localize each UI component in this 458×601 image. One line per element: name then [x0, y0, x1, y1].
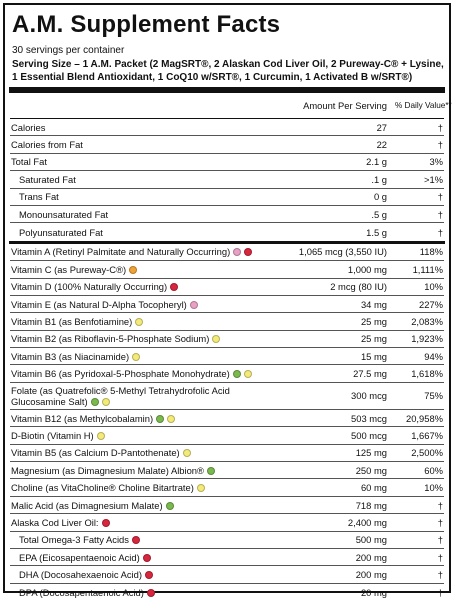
- amount-value: 125 mg: [355, 447, 387, 459]
- amount-value: 60 mg: [360, 482, 387, 494]
- table-row: [10, 532, 444, 549]
- nutrient-name: [10, 517, 259, 528]
- green-dot-icon: [166, 502, 174, 510]
- table-row: [10, 119, 444, 136]
- nutrient-label: Vitamin C (as Pureway-C®): [11, 263, 127, 275]
- daily-value: 2,500%: [411, 447, 443, 459]
- nutrient-label: Calories: [11, 121, 46, 133]
- amount-value: 27.5 mg: [353, 368, 387, 380]
- nutrient-name: [10, 569, 259, 580]
- table-row: [10, 261, 444, 278]
- nutrient-label: Alaska Cod Liver Oil:: [11, 516, 99, 528]
- yellow-dot-icon: [197, 484, 205, 492]
- amount-value: 1,000 mg: [347, 263, 387, 275]
- yellow-dot-icon: [244, 370, 252, 378]
- table-row: [10, 462, 444, 479]
- nutrient-label: Vitamin E (as Natural D-Alpha Tocopheryl): [11, 298, 187, 310]
- amount-value: 15 mg: [360, 350, 387, 362]
- nutrient-label: Folate (as Quatrefolic® 5-Methyl Tetrahydrofolic Acid Glucosamine Salt): [11, 384, 230, 407]
- amount-value: 718 mg: [355, 499, 387, 511]
- daily-value: 1,923%: [411, 333, 443, 345]
- nutrient-name: [10, 500, 259, 511]
- nutrient-label: Total Fat: [11, 156, 47, 168]
- fat-section: [10, 119, 444, 241]
- amount-value: 2.1 g: [366, 156, 387, 168]
- nutrient-name: [10, 430, 259, 441]
- supplement-facts-panel: [3, 3, 452, 598]
- nutrient-label: Vitamin B6 (as Pyridoxal-5-Phosphate Monohydrate): [11, 368, 230, 380]
- nutrient-name: [10, 246, 259, 257]
- table-row: [10, 410, 444, 427]
- nutrient-label: D-Biotin (Vitamin H): [11, 429, 94, 441]
- green-dot-icon: [91, 398, 99, 406]
- table-row: [10, 584, 444, 601]
- nutrient-label: Vitamin B3 (as Niacinamide): [11, 350, 130, 362]
- table-row: [10, 189, 444, 206]
- green-dot-icon: [233, 370, 241, 378]
- table-row: [10, 479, 444, 496]
- table-row: [10, 136, 444, 153]
- nutrient-label: Saturated Fat: [19, 173, 76, 185]
- nutrient-name: [10, 191, 259, 202]
- nutrient-label: Choline (as VitaCholine® Choline Bitartrate): [11, 482, 194, 494]
- table-row: [10, 154, 444, 171]
- nutrient-label: Calories from Fat: [11, 139, 83, 151]
- amount-value: 1.5 g: [366, 226, 387, 238]
- daily-value: 3%: [429, 156, 443, 168]
- red-dot-icon: [132, 536, 140, 544]
- nutrient-name: [10, 587, 259, 598]
- amount-header: Amount Per Serving: [303, 100, 387, 111]
- nutrient-label: Trans Fat: [19, 191, 59, 203]
- nutrient-label: Vitamin D (100% Naturally Occurring): [11, 281, 168, 293]
- nutrient-name: [10, 227, 259, 238]
- daily-value: 20,958%: [405, 412, 443, 424]
- daily-value: †: [437, 551, 443, 563]
- nutrient-name: [10, 534, 259, 545]
- nutrient-label: Vitamin B12 (as Methylcobalamin): [11, 412, 154, 424]
- nutrient-name: [10, 281, 259, 292]
- yellow-dot-icon: [183, 449, 191, 457]
- table-row: [10, 566, 444, 583]
- nutrient-name: [10, 552, 259, 563]
- daily-value: 227%: [419, 298, 443, 310]
- daily-value: 1,618%: [411, 368, 443, 380]
- table-row: [10, 331, 444, 348]
- nutrient-name: [10, 333, 259, 344]
- daily-value: 10%: [424, 482, 443, 494]
- nutrient-name: [10, 385, 259, 407]
- nutrient-label: Total Omega-3 Fatty Acids: [19, 534, 129, 546]
- daily-value: 60%: [424, 464, 443, 476]
- nutrient-name: [10, 447, 259, 458]
- table-row: [10, 279, 444, 296]
- amount-value: 27: [376, 121, 387, 133]
- yellow-dot-icon: [97, 432, 105, 440]
- yellow-dot-icon: [102, 398, 110, 406]
- nutrient-name: [10, 316, 259, 327]
- table-row: [10, 206, 444, 223]
- amount-value: 250 mg: [355, 464, 387, 476]
- daily-value: 75%: [424, 390, 443, 402]
- amount-value: 20 mg: [360, 586, 387, 598]
- red-dot-icon: [145, 571, 153, 579]
- yellow-dot-icon: [135, 318, 143, 326]
- daily-value: 2,083%: [411, 315, 443, 327]
- amount-value: 34 mg: [360, 298, 387, 310]
- amount-value: 2,400 mg: [347, 516, 387, 528]
- nutrient-name: [10, 351, 259, 362]
- table-row: [10, 348, 444, 365]
- table-row: [10, 244, 444, 261]
- nutrient-label: EPA (Eicosapentaenoic Acid): [19, 551, 140, 563]
- table-row: [10, 383, 444, 410]
- red-dot-icon: [143, 554, 151, 562]
- amount-value: 25 mg: [360, 315, 387, 327]
- daily-value: 1,667%: [411, 429, 443, 441]
- amount-value: 25 mg: [360, 333, 387, 345]
- amount-value: 500 mg: [355, 534, 387, 546]
- red-dot-icon: [170, 283, 178, 291]
- pink-dot-icon: [190, 301, 198, 309]
- daily-value: †: [437, 534, 443, 546]
- daily-value: 118%: [419, 246, 443, 258]
- table-row: [10, 171, 444, 188]
- daily-value: †: [437, 586, 443, 598]
- table-row: [10, 223, 444, 240]
- servings-per-container: 30 servings per container: [12, 45, 125, 56]
- table-row: [10, 514, 444, 531]
- table-header: [10, 93, 452, 119]
- daily-value: †: [437, 208, 443, 220]
- amount-value: 0 g: [373, 191, 387, 203]
- red-dot-icon: [244, 248, 252, 256]
- amount-value: 200 mg: [355, 551, 387, 563]
- daily-value: †: [437, 226, 443, 238]
- green-dot-icon: [156, 415, 164, 423]
- amount-value: 2 mcg (80 IU): [330, 281, 387, 293]
- nutrient-label: Magnesium (as Dimagnesium Malate) Albion®: [11, 464, 204, 476]
- serving-size: Serving Size – 1 A.M. Packet (2 MagSRT®, 2 Alaskan Cod Liver Oil, 2 Pureway-C® + Lysine, 1 Essential Blend Antioxidant, 1 CoQ10 w/SRT®, 1 Curcumin, 1 Activated B w/SRT®): [12, 59, 444, 83]
- amount-value: 500 mcg: [351, 429, 387, 441]
- amount-value: 22: [376, 139, 387, 151]
- amount-value: 503 mcg: [351, 412, 387, 424]
- yellow-dot-icon: [167, 415, 175, 423]
- amount-value: 300 mcg: [351, 390, 387, 402]
- table-row: [10, 497, 444, 514]
- yellow-dot-icon: [132, 353, 140, 361]
- table-row: [10, 313, 444, 330]
- nutrient-name: [10, 368, 259, 379]
- nutrient-label: DPA (Docosapentaenoic Acid): [19, 586, 144, 598]
- amount-value: .5 g: [371, 208, 387, 220]
- nutrient-name: [10, 264, 259, 275]
- table-row: [10, 445, 444, 462]
- table-row: [10, 296, 444, 313]
- daily-value-header: % Daily Value**: [395, 101, 452, 110]
- red-dot-icon: [102, 519, 110, 527]
- table-row: [10, 365, 444, 382]
- yellow-dot-icon: [212, 335, 220, 343]
- daily-value: †: [437, 516, 443, 528]
- nutrient-name: [10, 482, 259, 493]
- daily-value: †: [437, 191, 443, 203]
- daily-value: 1,111%: [412, 263, 443, 275]
- daily-value: 10%: [424, 281, 443, 293]
- nutrient-name: [10, 413, 259, 424]
- nutrient-name: [10, 139, 259, 150]
- pink-dot-icon: [233, 248, 241, 256]
- amount-value: 1,065 mcg (3,550 IU): [298, 246, 387, 258]
- nutrient-name: [10, 299, 259, 310]
- daily-value: 94%: [424, 350, 443, 362]
- nutrient-name: [10, 156, 259, 167]
- nutrient-label: DHA (Docosahexaenoic Acid): [19, 569, 142, 581]
- nutrient-name: [10, 465, 259, 476]
- daily-value: >1%: [423, 173, 443, 185]
- nutrient-label: Polyunsaturated Fat: [19, 226, 103, 238]
- amount-value: 200 mg: [355, 569, 387, 581]
- red-dot-icon: [147, 589, 155, 597]
- green-dot-icon: [207, 467, 215, 475]
- nutrient-label: Vitamin A (Retinyl Palmitate and Naturally Occurring): [11, 246, 231, 258]
- nutrient-label: Vitamin B5 (as Calcium D-Pantothenate): [11, 447, 180, 459]
- nutrient-name: [10, 209, 259, 220]
- table-row: [10, 427, 444, 444]
- orange-dot-icon: [129, 266, 137, 274]
- daily-value: †: [437, 139, 443, 151]
- nutrient-label: Malic Acid (as Dimagnesium Malate): [11, 499, 163, 511]
- daily-value: †: [437, 569, 443, 581]
- nutrient-label: Vitamin B2 (as Riboflavin-5-Phosphate Sodium): [11, 333, 210, 345]
- nutrient-name: [10, 174, 259, 185]
- amount-value: .1 g: [371, 173, 387, 185]
- nutrient-section: [10, 244, 444, 601]
- daily-value: †: [437, 499, 443, 511]
- nutrient-name: [10, 122, 259, 133]
- nutrient-label: Vitamin B1 (as Benfotiamine): [11, 315, 133, 327]
- page-title: A.M. Supplement Facts: [12, 11, 281, 38]
- daily-value: †: [437, 121, 443, 133]
- nutrient-label: Monounsaturated Fat: [19, 208, 109, 220]
- table-row: [10, 549, 444, 566]
